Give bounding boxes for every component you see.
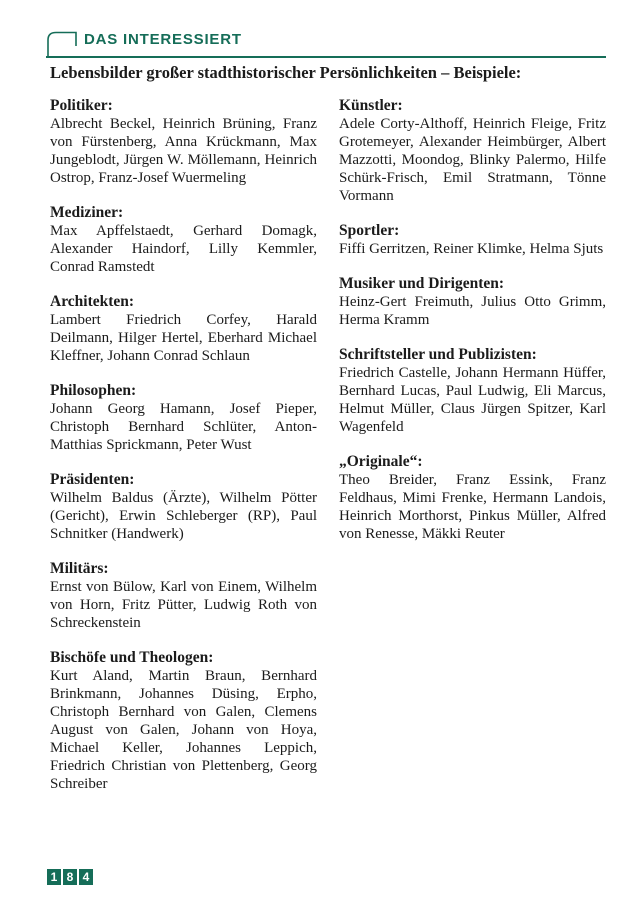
tab-outline-icon (46, 29, 80, 58)
section-politiker (50, 97, 317, 187)
page-number-digit: 4 (79, 869, 93, 885)
page-number-digit: 8 (63, 869, 77, 885)
category-names: Heinz-Gert Freimuth, Julius Otto Grimm, Herma Kramm (339, 294, 606, 328)
left-column (50, 97, 317, 810)
page-title: Lebensbilder großer stadthistorischer Persönlichkeiten – Beispiele: (50, 63, 522, 82)
category-heading: Militärs: (50, 560, 109, 577)
category-heading: Musiker und Dirigenten: (339, 275, 505, 292)
category-names: Ernst von Bülow, Karl von Einem, Wilhelm von Horn, Fritz Pütter, Ludwig Roth von Schreckenstein (50, 579, 317, 631)
section-praesidenten (50, 471, 317, 543)
section-header-label: DAS INTERESSIERT (84, 31, 242, 48)
category-names: Theo Breider, Franz Essink, Franz Feldhaus, Mimi Frenke, Hermann Landois, Heinrich Morthorst, Pinkus Müller, Alfred von Renesse, Mäkki Reuter (339, 472, 606, 542)
section-militaers (50, 560, 317, 632)
category-names: Albrecht Beckel, Heinrich Brüning, Franz von Fürstenberg, Anna Krückmann, Max Jungeblodt, Jürgen W. Möllemann, Heinrich Ostrop, Franz-Josef Wuermeling (50, 116, 317, 186)
two-column-body (50, 97, 606, 810)
category-heading: Bischöfe und Theologen: (50, 649, 214, 666)
section-sportler (339, 222, 606, 258)
category-names: Friedrich Castelle, Johann Hermann Hüffer, Bernhard Lucas, Paul Ludwig, Eli Marcus, Helmut Müller, Claus Jürgen Spitzer, Karl Wagenfeld (339, 365, 606, 435)
section-mediziner (50, 204, 317, 276)
category-names: Wilhelm Baldus (Ärzte), Wilhelm Pötter (Gericht), Erwin Schleberger (RP), Paul Schnitker (Handwerk) (50, 490, 317, 542)
category-names: Johann Georg Hamann, Josef Pieper, Christoph Bernhard Schlüter, Anton-Matthias Sprickmann, Peter Wust (50, 401, 317, 453)
section-philosophen (50, 382, 317, 454)
page-number (47, 869, 93, 885)
category-names: Lambert Friedrich Corfey, Harald Deilmann, Hilger Hertel, Eberhard Michael Kleffner, Johann Conrad Schlaun (50, 312, 317, 364)
category-names: Fiffi Gerritzen, Reiner Klimke, Helma Sjuts (339, 241, 604, 257)
section-schriftsteller-publizisten (339, 346, 606, 436)
category-heading: Mediziner: (50, 204, 124, 221)
section-musiker-dirigenten (339, 275, 606, 329)
category-heading: Präsidenten: (50, 471, 135, 488)
category-heading: Künstler: (339, 97, 403, 114)
section-originale (339, 453, 606, 543)
category-heading: Schriftsteller und Publizisten: (339, 346, 537, 363)
section-kuenstler (339, 97, 606, 205)
section-bischoefe-theologen (50, 649, 317, 793)
category-names: Kurt Aland, Martin Braun, Bernhard Brinkmann, Johannes Düsing, Erpho, Christoph Bernhard von Galen, Clemens August von Galen, Johann von Hoya, Michael Keller, Johannes Leppich, Friedrich Christian von Plettenberg, Georg Schreiber (50, 668, 317, 792)
category-heading: „Originale“: (339, 453, 423, 470)
section-architekten (50, 293, 317, 365)
header-rule (46, 56, 606, 58)
category-heading: Politiker: (50, 97, 113, 114)
category-heading: Architekten: (50, 293, 135, 310)
right-column (339, 97, 606, 810)
category-names: Adele Corty-Althoff, Heinrich Fleige, Fritz Grotemeyer, Alexander Heimbürger, Albert Mazzotti, Moondog, Blinky Palermo, Hilfe Schürk-Frisch, Emil Stratmann, Tönne Vormann (339, 116, 606, 204)
page-number-digit: 1 (47, 869, 61, 885)
category-names: Max Apffelstaedt, Gerhard Domagk, Alexander Haindorf, Lilly Kemmler, Conrad Ramstedt (50, 223, 317, 275)
category-heading: Philosophen: (50, 382, 137, 399)
category-heading: Sportler: (339, 222, 400, 239)
